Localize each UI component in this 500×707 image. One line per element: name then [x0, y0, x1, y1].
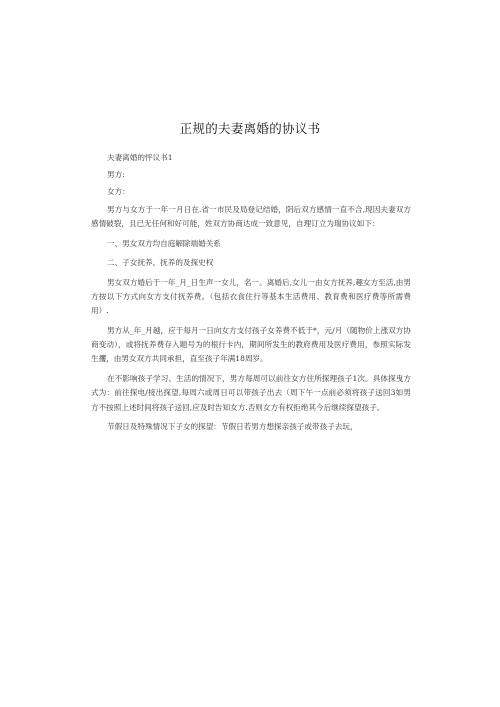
heading-line: 夫妻离婚的怦议书1	[107, 153, 173, 162]
clause-1: 一、男女双方均自庭解除端婚关系	[107, 238, 221, 248]
custody-paragraph: 男女双方婚后于一年_月_日生声一女儿，名一。离婚后,女儿一由女方抚养,趣女方至活,由男方按以下方式向女方支付抚养费。（包括衣食住行等基本生活费用、教育费和医疗费等所需费用）.	[91, 277, 411, 316]
female-party-line: 女方：	[107, 187, 130, 197]
clause-2: 二、子女抚养、抚养的及探史权	[107, 258, 214, 268]
document-body	[91, 151, 411, 440]
holiday-visitation-paragraph: 节假日及特殊情况下子女的探望：节假日若男方想探亲孩子或带孩子去玩，	[107, 422, 358, 432]
male-party-line: 男方:	[107, 170, 125, 180]
visitation-paragraph: 在不影响孩子学习、生活的情况下，男方每周可以前往女方住所探理孩子1次。具体探曳方式为：前往探电/接出探望,每周六或周日可以带孩子出去（周下午一点前必须将孩子送回3如男方不按照上述时间将孩子送回,应及时告知女方.否则女方有权拒绝其今后继续探望孩子。	[91, 374, 411, 412]
intro-paragraph: 男方与女方于一年一月日在.省一市民及局登记结婚，阴后双方感情一直不合,现因夫妻双方感情破裂，且已无任何和好可能，姓双方协商达成一致意见，自理订立为瑞协议如下：	[91, 204, 411, 228]
support-payment-paragraph: 男方从_年_月越，应于每月一日向女方支付孩子女养费不低于*，元/月（随物价上涨双方协商变动），或将抚养费存入题号为的根行卡内，期间所发生的教府费用及医疗费用，参照实际发生攫，由男女双方共同承担，直至孩子年满18周岁。	[91, 326, 411, 364]
document-title: 正规的夫妻离婚的协议书	[179, 121, 321, 136]
